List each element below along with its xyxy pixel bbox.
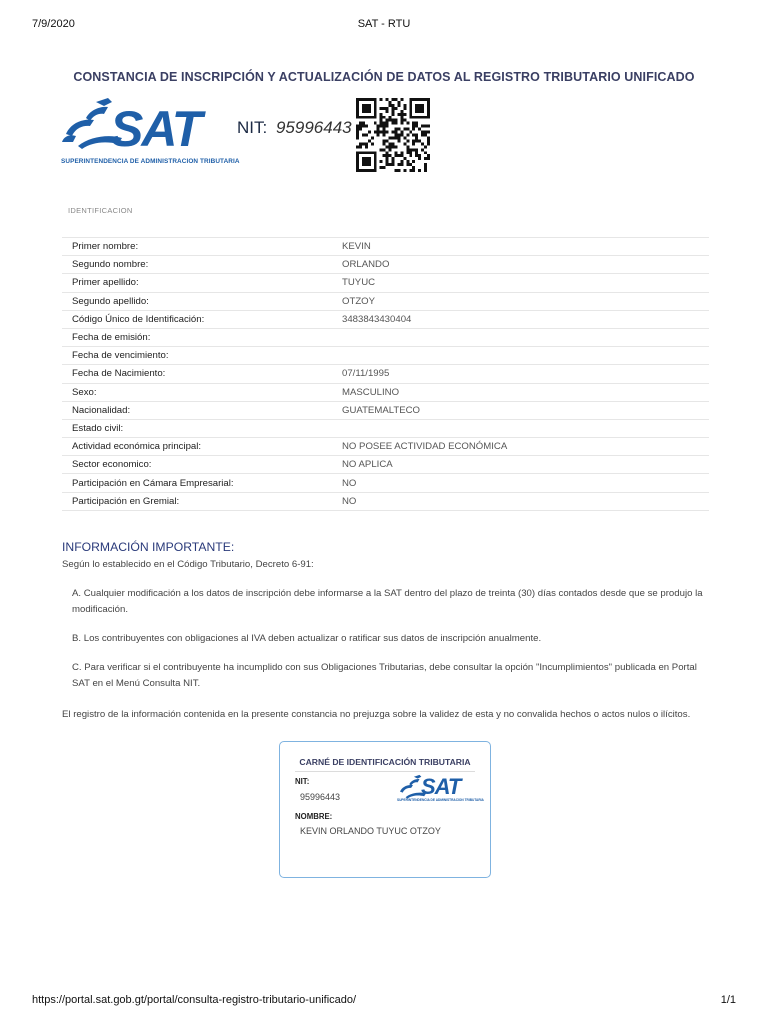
table-row xyxy=(62,328,709,346)
field-value: NO xyxy=(332,474,709,492)
important-point-b: B. Los contribuyentes con obligaciones al IVA deben actualizar o ratificar sus datos de inscripción anualmente. xyxy=(72,633,542,644)
tax-id-card xyxy=(279,741,491,878)
print-page-number: 1/1 xyxy=(720,994,736,1006)
field-label: Fecha de emisión: xyxy=(62,328,332,346)
field-label: Estado civil: xyxy=(62,419,332,437)
qr-code-icon xyxy=(356,98,430,172)
field-label: Sector economico: xyxy=(62,456,332,474)
card-name-label: NOMBRE: xyxy=(295,812,333,821)
field-value xyxy=(332,328,709,346)
field-value: MASCULINO xyxy=(332,383,709,401)
table-row xyxy=(62,365,709,383)
table-row xyxy=(62,256,709,274)
nit-label: NIT: xyxy=(237,118,268,137)
field-value: TUYUC xyxy=(332,274,709,292)
important-point-c: C. Para verificar si el contribuyente ha incumplido con sus Obligaciones Tributarias, debe consultar la opción "Incumplimientos" publicada en Portal SAT en el Menú Consulta NIT. xyxy=(72,662,697,689)
table-row xyxy=(62,310,709,328)
table-row xyxy=(62,419,709,437)
table-row xyxy=(62,383,709,401)
table-row xyxy=(62,401,709,419)
field-value: NO APLICA xyxy=(332,456,709,474)
table-row xyxy=(62,438,709,456)
important-title: INFORMACIÓN IMPORTANTE: xyxy=(62,540,235,554)
card-nit-label: NIT: xyxy=(295,777,310,786)
field-value: OTZOY xyxy=(332,292,709,310)
sat-logo-wordmark: SAT xyxy=(110,101,201,157)
card-sat-logo xyxy=(397,774,484,804)
field-value: NO POSEE ACTIVIDAD ECONÓMICA xyxy=(332,438,709,456)
field-label: Primer apellido: xyxy=(62,274,332,292)
print-title: SAT - RTU xyxy=(357,18,411,30)
table-row xyxy=(62,274,709,292)
field-label: Actividad económica principal: xyxy=(62,438,332,456)
identification-table xyxy=(62,237,709,511)
field-label: Primer nombre: xyxy=(62,238,332,256)
card-name-value: KEVIN ORLANDO TUYUC OTZOY xyxy=(300,826,441,836)
important-point-a: A. Cualquier modificación a los datos de inscripción debe informarse a la SAT dentro del plazo de treinta (30) días contados desde que se produjo la modificación. xyxy=(72,588,703,615)
print-date: 7/9/2020 xyxy=(32,18,75,30)
field-label: Segundo nombre: xyxy=(62,256,332,274)
sat-logo xyxy=(60,96,240,170)
print-url: https://portal.sat.gob.gt/portal/consulta-registro-tributario-unificado/ xyxy=(32,994,357,1006)
table-row xyxy=(62,292,709,310)
field-label: Participación en Gremial: xyxy=(62,492,332,510)
field-value: 07/11/1995 xyxy=(332,365,709,383)
field-label: Segundo apellido: xyxy=(62,292,332,310)
field-value: GUATEMALTECO xyxy=(332,401,709,419)
nit-header xyxy=(237,118,352,138)
table-row xyxy=(62,492,709,510)
field-value: 3483843430404 xyxy=(332,310,709,328)
card-divider xyxy=(295,771,475,772)
table-row xyxy=(62,347,709,365)
nit-value: 95996443 xyxy=(275,118,352,137)
card-nit-value: 95996443 xyxy=(300,792,341,802)
field-value: ORLANDO xyxy=(332,256,709,274)
field-label: Sexo: xyxy=(62,383,332,401)
field-label: Código Único de Identificación: xyxy=(62,310,332,328)
card-sat-wordmark: SAT xyxy=(421,774,461,799)
card-title: CARNÉ DE IDENTIFICACIÓN TRIBUTARIA xyxy=(299,757,471,767)
closing-note: El registro de la información contenida en la presente constancia no prejuzga sobre la validez de esta y no convalida hechos o actos nulos o ilícitos. xyxy=(62,709,691,720)
sat-logo-subtitle: SUPERINTENDENCIA DE ADMINISTRACION TRIBUTARIA xyxy=(61,158,240,165)
section-label: IDENTIFICACION xyxy=(68,206,133,215)
field-label: Fecha de Nacimiento: xyxy=(62,365,332,383)
field-value xyxy=(332,347,709,365)
field-label: Fecha de vencimiento: xyxy=(62,347,332,365)
field-value: KEVIN xyxy=(332,238,709,256)
field-value xyxy=(332,419,709,437)
table-row xyxy=(62,456,709,474)
field-label: Participación en Cámara Empresarial: xyxy=(62,474,332,492)
field-label: Nacionalidad: xyxy=(62,401,332,419)
card-sat-subtitle: SUPERINTENDENCIA DE ADMINISTRACION TRIBUTARIA xyxy=(397,798,484,802)
document-title: CONSTANCIA DE INSCRIPCIÓN Y ACTUALIZACIÓN DE DATOS AL REGISTRO TRIBUTARIO UNIFICADO xyxy=(73,70,695,84)
table-row xyxy=(62,238,709,256)
field-value: NO xyxy=(332,492,709,510)
table-row xyxy=(62,474,709,492)
important-intro: Según lo establecido en el Código Tributario, Decreto 6-91: xyxy=(62,559,314,570)
